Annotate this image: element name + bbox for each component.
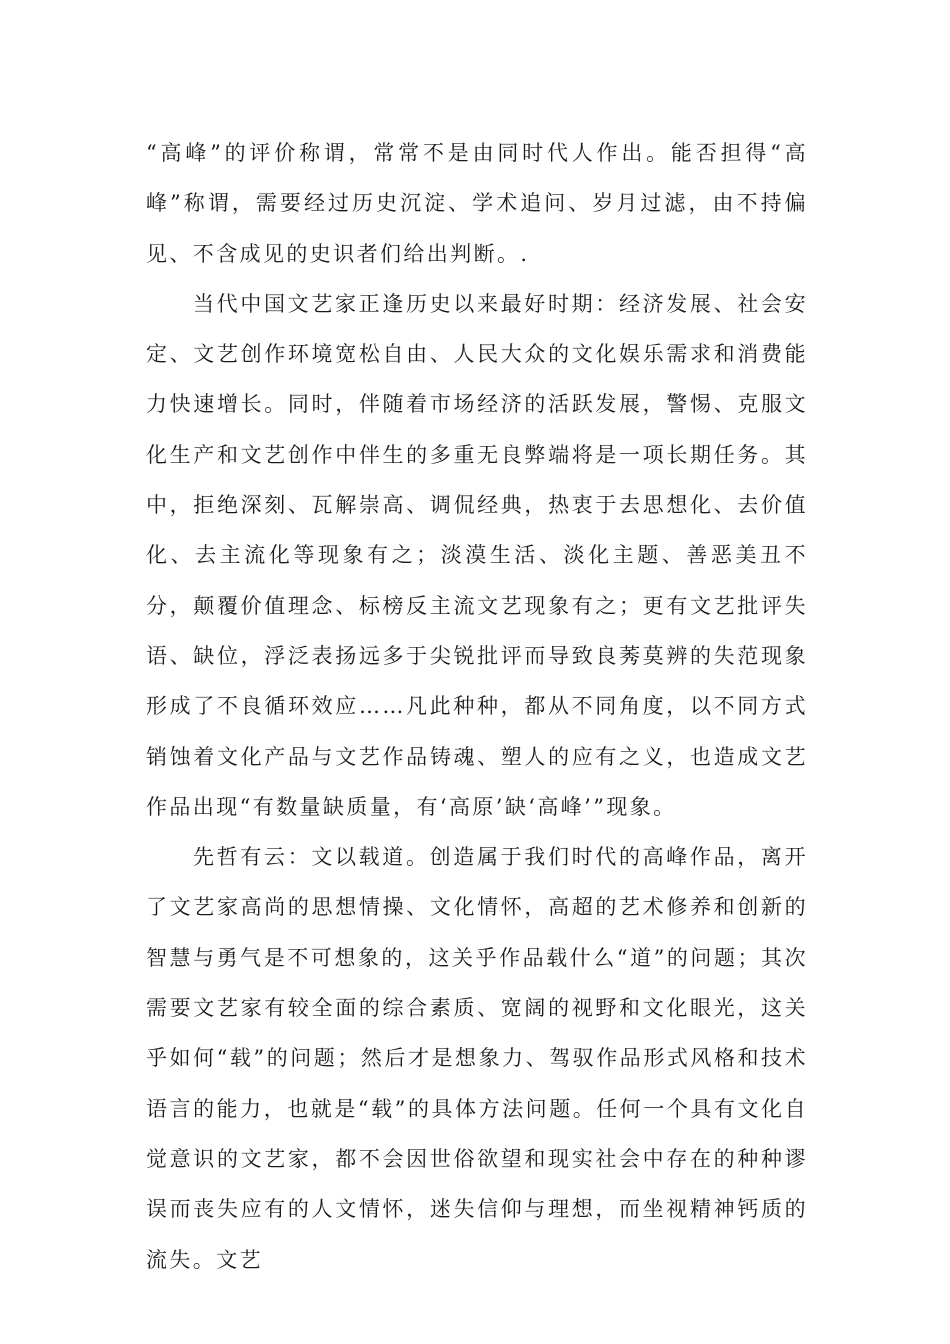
paragraph-1: “高峰”的评价称谓，常常不是由同时代人作出。能否担得“高峰”称谓，需要经过历史沉淀、学术追问、岁月过滤，由不持偏见、不含成见的史识者们给出判断。. xyxy=(146,141,808,266)
paragraph-3: 先哲有云：文以载道。创造属于我们时代的高峰作品，离开了文艺家高尚的思想情操、文化情怀，高超的艺术修养和创新的智慧与勇气是不可想象的，这关乎作品载什么“道”的问题；其次需要文艺家有较全面的综合素质、宽阔的视野和文化眼光，这关乎如何“载”的问题；然后才是想象力、驾驭作品形式风格和技术语言的能力，也就是“载”的具体方法问题。任何一个具有文化自觉意识的文艺家，都不会因世俗欲望和现实社会中存在的种种谬误而丧失应有的人文情怀，迷失信仰与理想，而坐视精神钙质的流失。文艺 xyxy=(146,845,808,1272)
body-text xyxy=(146,128,808,1285)
paragraph-2: 当代中国文艺家正逢历史以来最好时期：经济发展、社会安定、文艺创作环境宽松自由、人民大众的文化娱乐需求和消费能力快速增长。同时，伴随着市场经济的活跃发展，警惕、克服文化生产和文艺创作中伴生的多重无良弊端将是一项长期任务。其中，拒绝深刻、瓦解崇高、调侃经典，热衷于去思想化、去价值化、去主流化等现象有之；淡漠生活、淡化主题、善恶美丑不分，颠覆价值理念、标榜反主流文艺现象有之；更有文艺批评失语、缺位，浮泛表扬远多于尖锐批评而导致良莠莫辨的失范现象形成了不良循环效应……凡此种种，都从不同角度，以不同方式销蚀着文化产品与文艺作品铸魂、塑人的应有之义，也造成文艺作品出现“有数量缺质量，有‘高原’缺‘高峰’”现象。 xyxy=(146,291,808,819)
